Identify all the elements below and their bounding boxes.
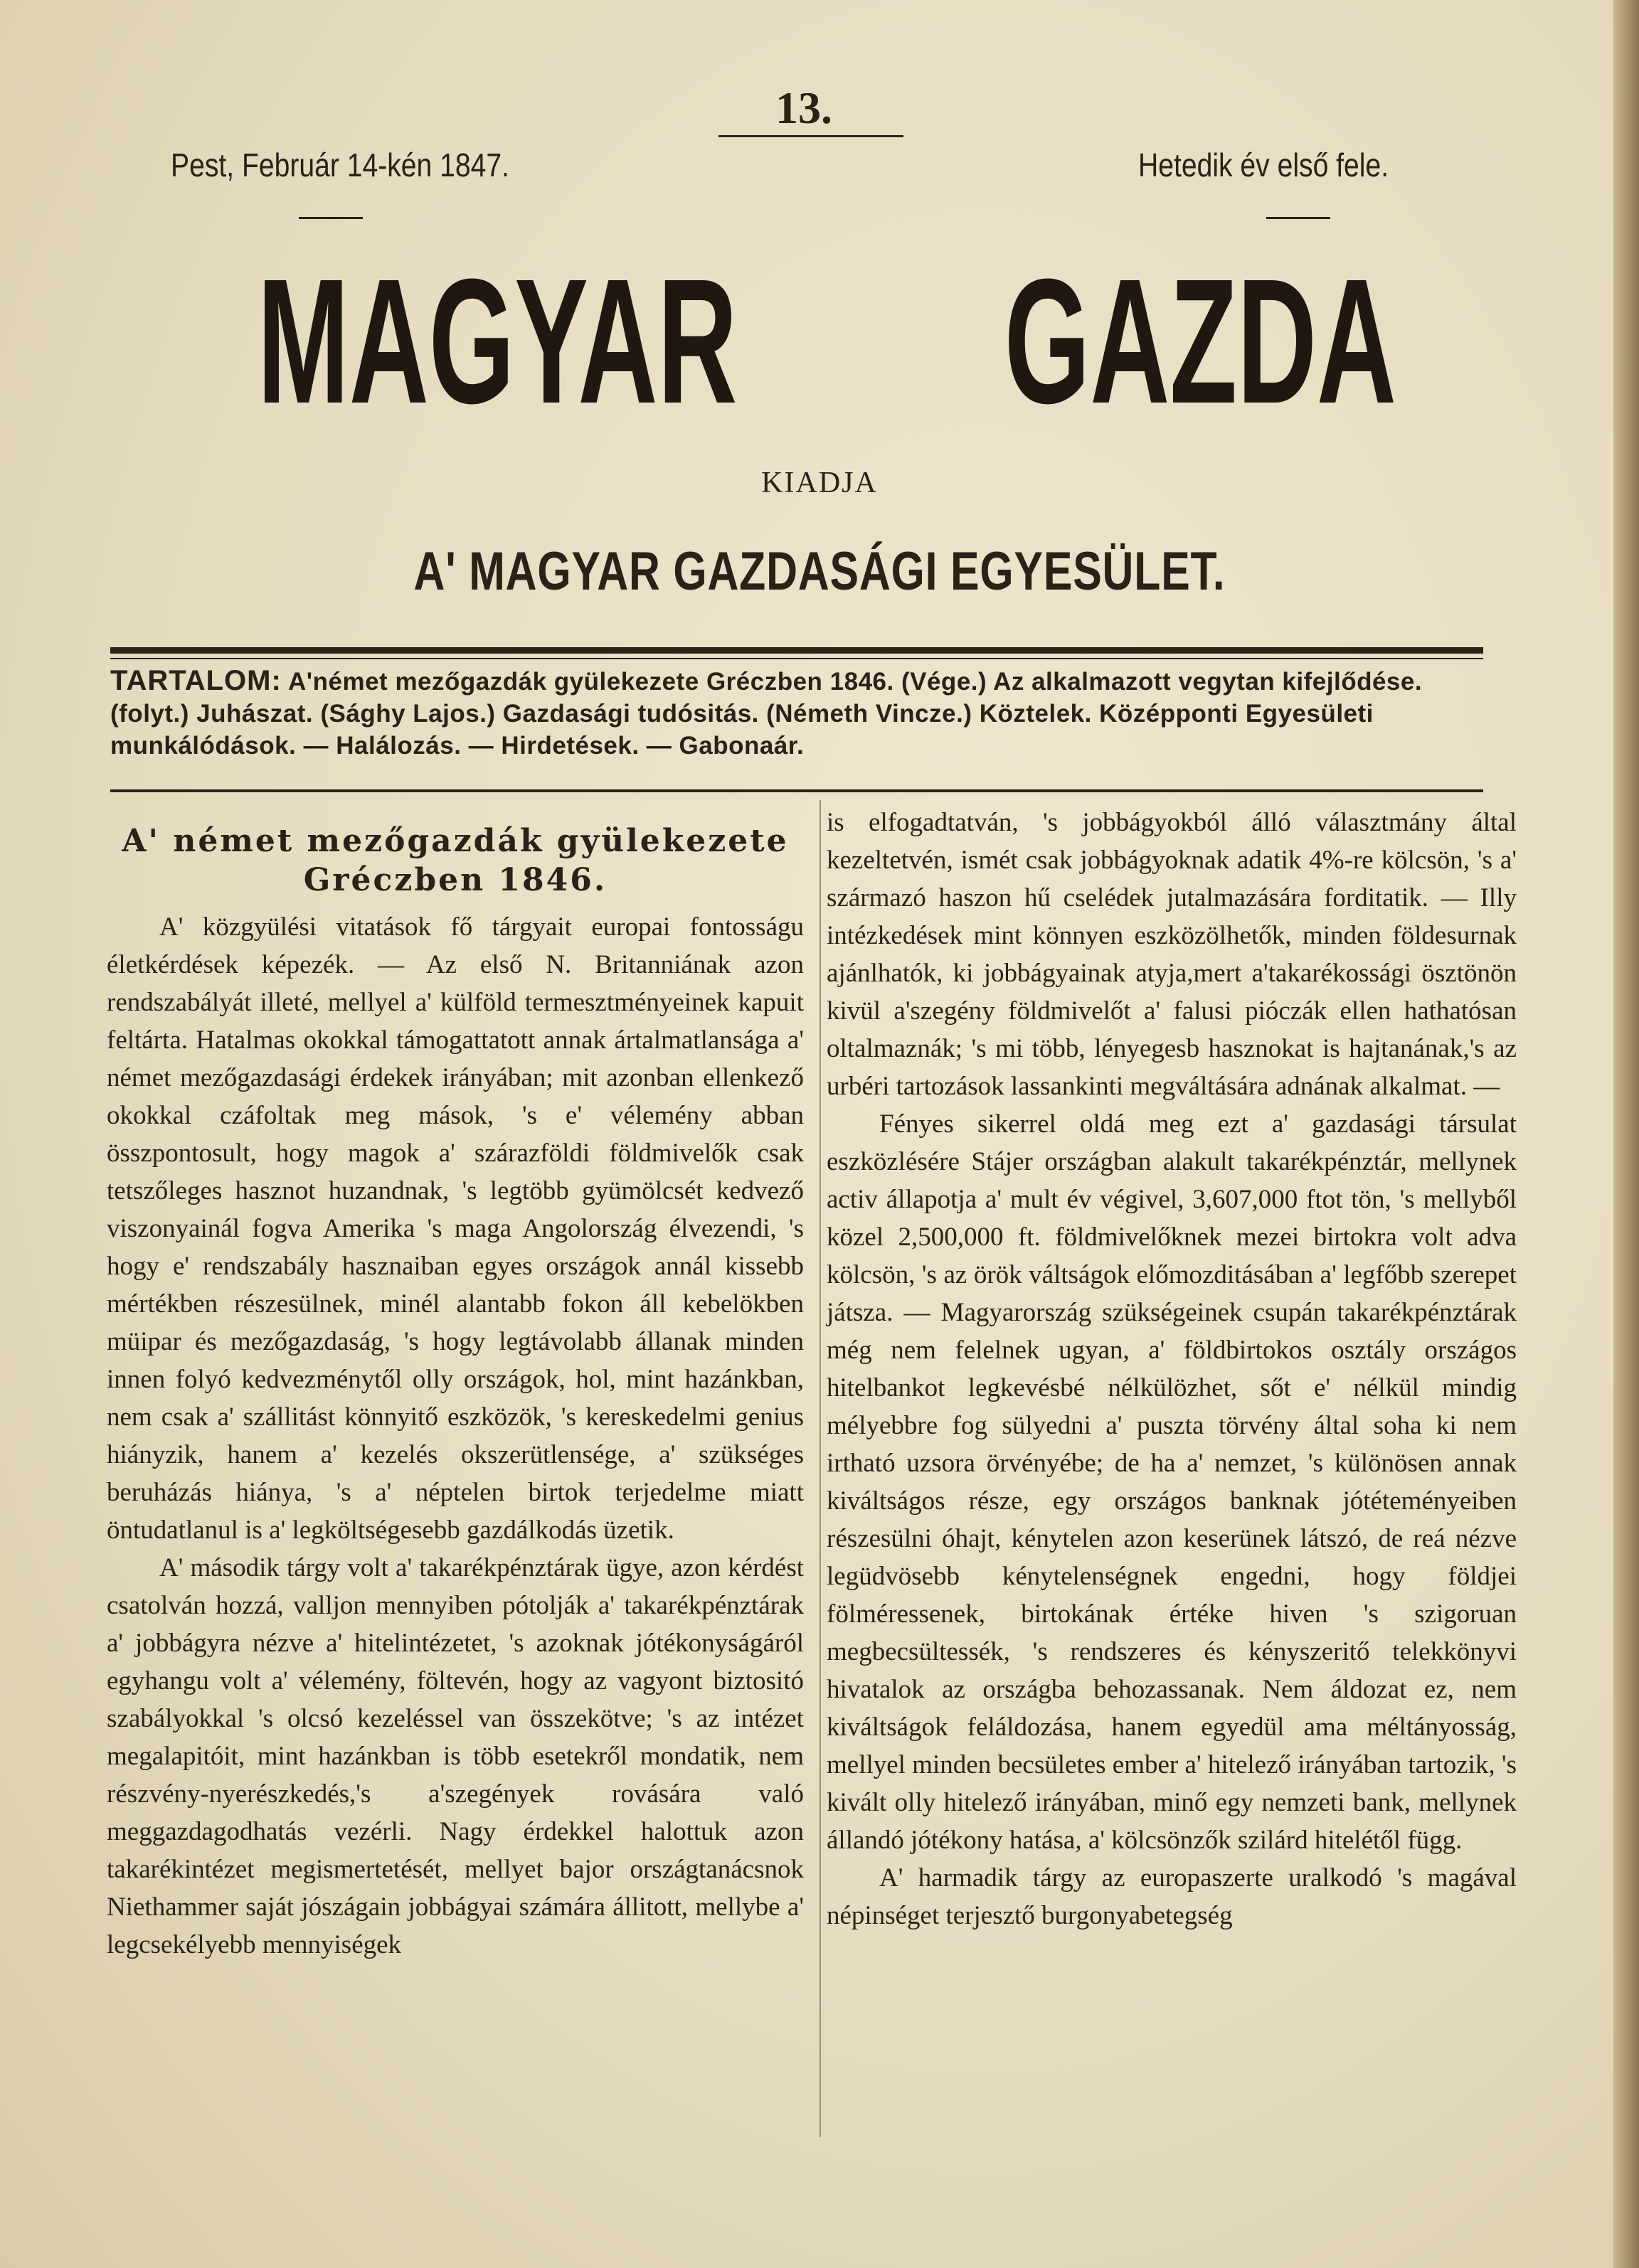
masthead-word-1: MAGYAR (257, 242, 738, 440)
article-paragraph: A' második tárgy volt a' takarékpénztárak ügye, azon kérdést csatolván hozzá, valljon mennyiben pótolják a' takarékpénztárak a' jobbágyra nézve a' hitelintézetet, 's azoknak jótékonyságáról egyhangu volt a' vélemény, föltevén, hogy az vagyont biztositó szabályokkal 's olcsó kezeléssel van összekötve; 's az intézet megalapitóit, mint hazánkban is több esetekről mondatik, nem részvény-nyerészkedés,'s a'szegények rovására való meggazdagodhatás vezérli. Nagy érdekkel halottuk azon takarékintézet megismertetését, mellyet bajor országtanácsnok Niethammer saját jószágain jobbágyai számára állitott, mellybe a' legcsekélyebb mennyiségek (107, 1553, 804, 1959)
dateline: Pest, Február 14-kén 1847. (171, 147, 509, 183)
article-paragraph: Fényes sikerrel oldá meg ezt a' gazdasági társulat eszközlésére Stájer országban alakult takarékpénztár, mellynek activ állapotja a' mult év végivel, 3,607,000 ftot tön, 's mellyből közel 2,500,000 ft. földmivelőknek mezei birtokra volt adva kölcsön, 's az örök váltságok előmozditásában a' legfőbb szerepet játsza. — Magyarország szükségeinek csupán takarékpénztárak még nem felelnek ugyan, a' földbirtokos osztály országos hitelbankot legkevésbé nélkülözhet, sőt e' nélkül mindig mélyebbre fog sülyedni a' puszta törvény által soha ki nem irtható uzsora örvényébe; de ha a' nemzet, 's különösen annak kiváltságos része, egy országos banknak jótéteményeiben részesülni óhajt, kénytelen azon keserünek látszó, de reá nézve legüdvösebb kénytelenségnek engedni, hogy földjei fölméressenek, birtokának értéke hiven 's szigoruan megbecsültessék, 's rendszeres és kényszeritő telekkönyvi hivatalok az országba behozassanak. Nem áldozat ez, nem kiváltságok feláldozása, hanem egyedül ama méltányosság, mellyel minden becsületes ember a' hitelező irányában tartozik, 's kivált olly hitelező irányában, minő egy nemzeti bank, mellynek állandó jótékony hatása, a' kölcsönzők szilárd hitelétől függ. (827, 1109, 1517, 1855)
masthead-title (110, 242, 1505, 440)
contents-rule (110, 789, 1483, 792)
column-left (107, 804, 804, 1964)
publisher-name: A' MAGYAR GAZDASÁGI EGYESÜLET. (413, 541, 1226, 602)
contents-label: TARTALOM: (110, 665, 282, 696)
contents-text: A'német mezőgazdák gyülekezete Gréczben 1846. (Vége.) Az alkalmazott vegytan kifejlődése. (folyt.) Juhászat. (Sághy Lajos.) Gazdasági tudósitás. (Németh Vincze.) Köztelek. Középponti Egyesületi munkálódások. — Halálozás. — Hirdetések. — Gabonaár. (110, 668, 1423, 760)
article-paragraph: is elfogadtatván, 's jobbágyokból álló választmány által kezeltetvén, ismét csak jobbágyoknak adatik 4%-re kölcsön, 's a' származó haszon hű cselédek jutalmazására forditatik. — Illy intézkedések mint könnyen eszközölhetők, minden földesurnak ajánlhatók, ki jobbágyainak atyja,mert a'takarékossági ösztönön kivül a'szegény földmivelőt a' falusi pióczák ellen hathatósan oltalmaznák; 's mi több, lényegesb hasznokat is hajtanának,'s az urbéri tartozások lassankinti megváltására adnának alkalmat. — (827, 808, 1517, 1101)
issue-underline (718, 135, 903, 137)
divider-right (1266, 217, 1330, 219)
issue-number: 13. (775, 82, 832, 133)
kiadja-label: KIADJA (761, 467, 878, 499)
volume-label: Hetedik év első fele. (1138, 147, 1389, 183)
masthead-word-2: GAZDA (1004, 242, 1397, 440)
column-divider (820, 800, 821, 2137)
divider-left (299, 217, 363, 219)
book-spine-edge (1613, 0, 1639, 2268)
article-title: A' német mezőgazdák gyülekezete Gréczben 1846. (122, 823, 789, 898)
masthead-rule-thin (110, 658, 1483, 659)
table-of-contents (110, 665, 1490, 762)
column-right (827, 804, 1517, 1934)
article-paragraph: A' közgyülési vitatások fő tárgyait europai fontosságu életkérdések képezék. — Az első N. Britanniának azon rendszabályát illeté, mellyel a' külföld termesztményeinek kapuit feltárta. Hatalmas okokkal támogattatott annak ártalmatlansága a' német mezőgazdasági érdekek irányában; mit azonban ellenkező okokkal czáfoltak meg mások, 's e' vélemény abban összpontosult, hogy magok a' szárazföldi földmivelők csak tetszőleges hasznot huzandnak, 's legtöbb gyümölcsét kedvező viszonyainál fogva Amerika 's maga Angolország élvezendi, 's hogy e' rendszabály hasznaiban egyes országok annál kissebb mértékben részesülnek, minél alantabb fokon áll kebelökben müipar és mezőgazdaság, 's hogy legtávolabb állanak minden innen folyó kedvezménytől olly országok, hol, mint hazánkban, nem csak a' szállitást könnyitő eszközök, 's kereskedelmi genius hiányzik, hanem a' kezelés okszerütlensége, a' szükséges beruházás hiánya, 's a' néptelen birtok terjedelme miatt öntudatlanul is a' legköltségesebb gazdálkodás üzetik. (107, 912, 804, 1545)
article-paragraph: A' harmadik tárgy az europaszerte uralkodó 's magával népinséget terjesztő burgonyabetegség (827, 1863, 1517, 1930)
masthead-rule-thick (110, 647, 1483, 654)
